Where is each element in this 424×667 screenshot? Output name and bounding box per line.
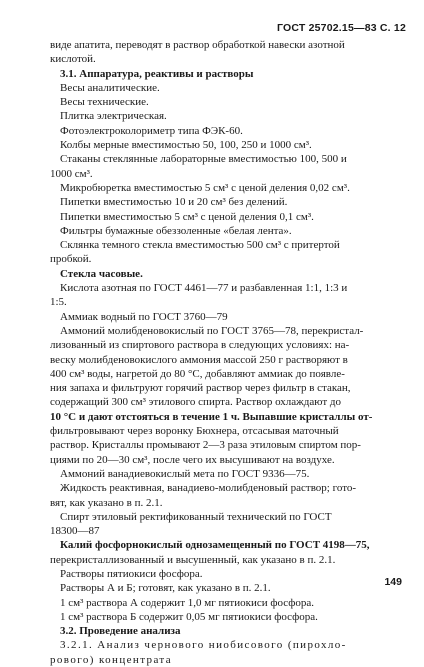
text-line: Калий фосфорнокислый однозамещенный по ГОСТ 4198—75, — [60, 539, 370, 552]
text-line: рового) концентрата — [50, 653, 173, 666]
text-line: 3.1. Аппаратура, реактивы и растворы — [60, 67, 254, 80]
text-line: Фотоэлектроколориметр типа ФЭК-60. — [60, 124, 243, 137]
text-line: Спирт этиловый ректификованный технический по ГОСТ — [60, 510, 332, 523]
text-line: Стекла часовые. — [60, 267, 143, 280]
text-line: содержащий 300 см³ этилового спирта. Раствор охлаждают до — [50, 396, 341, 409]
page-number: 149 — [384, 576, 402, 588]
text-line: кислотой. — [50, 53, 96, 66]
text-line: Колбы мерные вместимостью 50, 100, 250 и 1000 см³. — [60, 139, 312, 152]
text-line: Микробюретка вместимостью 5 см³ с ценой деления 0,02 см³. — [60, 181, 350, 194]
text-line: Кислота азотная по ГОСТ 4461—77 и разбавленная 1:1, 1:3 и — [60, 282, 348, 295]
text-line: Аммиак водный по ГОСТ 3760—79 — [60, 310, 228, 323]
text-line: Растворы А и Б; готовят, как указано в п. 2.1. — [60, 582, 271, 595]
text-line: веску молибденовокислого аммония массой 250 г растворяют в — [50, 353, 348, 366]
text-line: виде апатита, переводят в раствор обработкой навески азотной — [50, 39, 345, 51]
text-line: Жидкость реактивная, ванадиево-молибденовый раствор; гото- — [60, 482, 357, 495]
text-line: 1 см³ раствора Б содержит 0,05 мг пятиокиси фосфора. — [60, 610, 318, 623]
text-line: Весы технические. — [60, 96, 149, 109]
text-line: 1000 см³. — [50, 167, 93, 180]
page-header: ГОСТ 25702.15—83 С. 12 — [276, 22, 406, 34]
text-line: Склянка темного стекла вместимостью 500 см³ с притертой — [60, 239, 340, 252]
text-line: 3.2. Проведение анализа — [60, 625, 181, 638]
text-line: перекристаллизованный и высушенный, как указано в п. 2.1. — [50, 553, 336, 566]
text-line: Весы аналитические. — [60, 81, 160, 94]
text-line: 18300—87 — [50, 525, 100, 538]
text-line: ния запаха и фильтруют горячий раствор через фильтр в стакан, — [50, 382, 351, 395]
text-line: 400 см³ воды, нагретой до 80 °С, добавляют аммиак до появле- — [50, 367, 345, 380]
text-line: Плитка электрическая. — [60, 110, 167, 123]
text-line: Пипетки вместимостью 10 и 20 см³ без делений. — [60, 196, 288, 209]
text-line: лизованный из спиртового раствора в следующих условиях: на- — [50, 339, 350, 352]
text-line: 1:5. — [50, 296, 67, 309]
text-line: Аммоний молибденовокислый по ГОСТ 3765—78, перекристал- — [60, 324, 364, 337]
text-line: Растворы пятиокиси фосфора. — [60, 567, 203, 580]
text-line: фильтровывают через воронку Бюхнера, отсасывая маточный — [50, 425, 339, 438]
text-line: 10 °С и дают отстояться в течение 1 ч. Выпавшие кристаллы от- — [50, 410, 373, 423]
text-line: циями по 20—30 см³, после чего их высушивают на воздухе. — [50, 453, 335, 466]
text-line: раствор. Кристаллы промывают 2—3 раза этиловым спиртом пор- — [50, 439, 361, 452]
text-line: Аммоний ванадиевокислый мета по ГОСТ 9336—75. — [60, 467, 310, 480]
text-line: пробкой. — [50, 253, 92, 266]
text-line: Фильтры бумажные обеззоленные «белая лента». — [60, 224, 292, 237]
document-body — [50, 38, 402, 667]
text-line: 3.2.1. Анализ чернового ниобисового (пирохло- — [60, 639, 347, 652]
text-line: Пипетки вместимостью 5 см³ с ценой деления 0,1 см³. — [60, 210, 314, 223]
text-line: 1 см³ раствора А содержит 1,0 мг пятиокиси фосфора. — [60, 596, 315, 609]
text-line: вят, как указано в п. 2.1. — [50, 496, 163, 509]
text-line: Стаканы стеклянные лабораторные вместимостью 100, 500 и — [60, 153, 347, 166]
